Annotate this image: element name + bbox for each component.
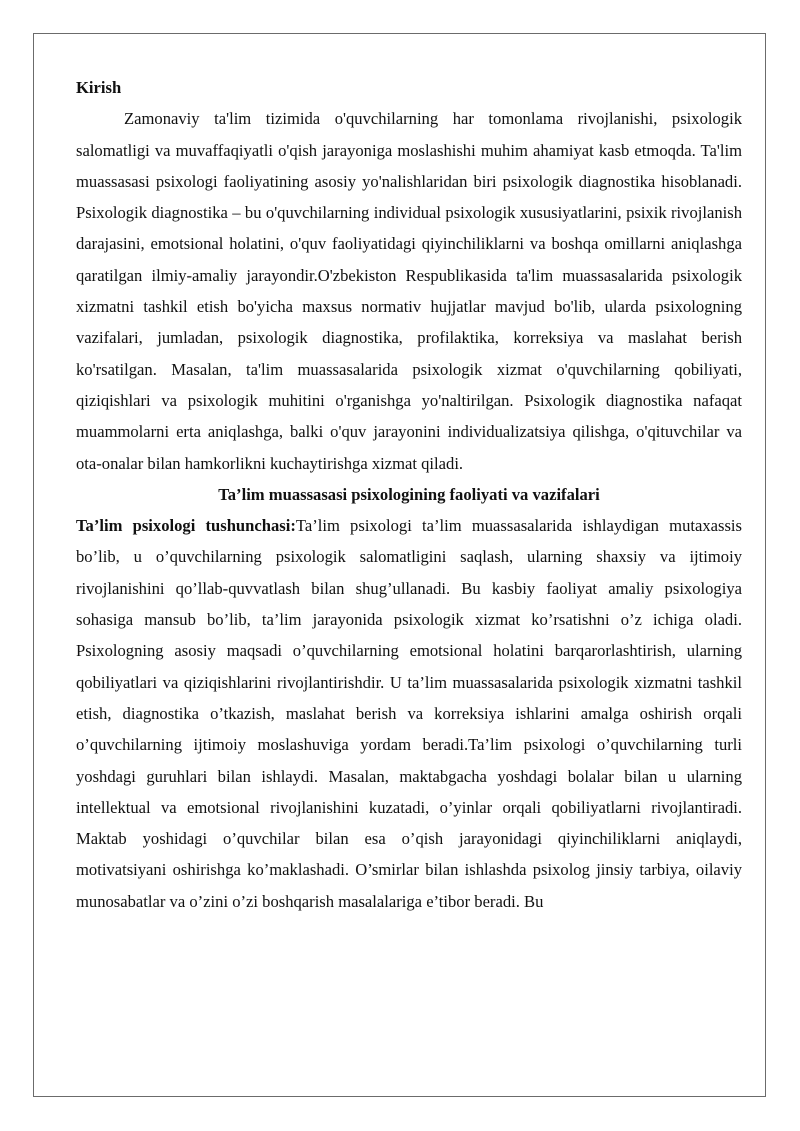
- section-paragraph-text: Ta’lim psixologi ta’lim muassasalarida ishlaydigan mutaxassis bo’lib, u o’quvchilarning psixologik salomatligini saqlash, ularning shaxsiy va ijtimoiy rivojlanishini qo’llab-quvvatlash bilan shug’ullanadi. Bu kasbiy faoliyat amaliy psixologiya sohasiga mansub bo’lib, ta’lim jarayonida psixologik xizmat ko’rsatishni o’z ichiga oladi. Psixologning asosiy maqsadi o’quvchilarning emotsional holatini barqarorlashtirish, ularning qobiliyatlari va qiziqishlarini rivojlantirishdir. U ta’lim muassasalarida psixologik xizmatni tashkil etish, diagnostika o’tkazish, maslahat berish va korreksiya ishlarini amalga oshirish orqali o’quvchilarning ijtimoiy moslashuviga yordam beradi.Ta’lim psixologi o’quvchilarning turli yoshdagi guruhlari bilan ishlaydi. Masalan, maktabgacha yoshdagi bolalar bilan u ularning intellektual va emotsional rivojlanishini kuzatadi, o’yinlar orqali qobiliyatlarni rivojlantiradi. Maktab yoshidagi o’quvchilar bilan esa o’qish jarayonidagi qiyinchiliklarni aniqlaydi, motivatsiyani oshirishga ko’maklashadi. O’smirlar bilan ishlashda psixolog jinsiy tarbiya, oilaviy munosabatlar va o’zini o’zi boshqarish masalalariga e’tibor beradi. Bu: [76, 516, 742, 911]
- section-paragraph: [76, 510, 742, 917]
- intro-paragraph: Zamonaviy ta'lim tizimida o'quvchilarning har tomonlama rivojlanishi, psixologik salomatligi va muvaffaqiyatli o'qish jarayoniga moslashishi muhim ahamiyat kasb etmoqda. Ta'lim muassasasi psixologi faoliyatining asosiy yo'nalishlaridan biri psixologik diagnostika hisoblanadi. Psixologik diagnostika – bu o'quvchilarning individual psixologik xususiyatlarini, psixik rivojlanish darajasini, emotsional holatini, o'quv faoliyatidagi qiyinchiliklarni va boshqa omillarni aniqlashga qaratilgan ilmiy-amaliy jarayondir.O'zbekiston Respublikasida ta'lim muassasalarida psixologik xizmatni tashkil etish bo'yicha maxsus normativ hujjatlar mavjud bo'lib, ularda psixologning vazifalari, jumladan, psixologik diagnostika, profilaktika, korreksiya va maslahat berish ko'rsatilgan. Masalan, ta'lim muassasalarida psixologik xizmat o'quvchilarning qobiliyati, qiziqishlari va psixologik muhitini o'rganishga yo'naltirilgan. Psixologik diagnostika nafaqat muammolarni erta aniqlashga, balki o'quv jarayonini individualizatsiya qilishga, o'qituvchilar va ota-onalar bilan hamkorlikni kuchaytirishga xizmat qiladi.: [76, 109, 742, 473]
- intro-heading: Kirish: [76, 78, 122, 97]
- section-term: Ta’lim psixologi tushunchasi:: [76, 516, 296, 536]
- document-body: [76, 72, 742, 917]
- section-title: Ta’lim muassasasi psixologining faoliyati va vazifalari: [218, 484, 600, 504]
